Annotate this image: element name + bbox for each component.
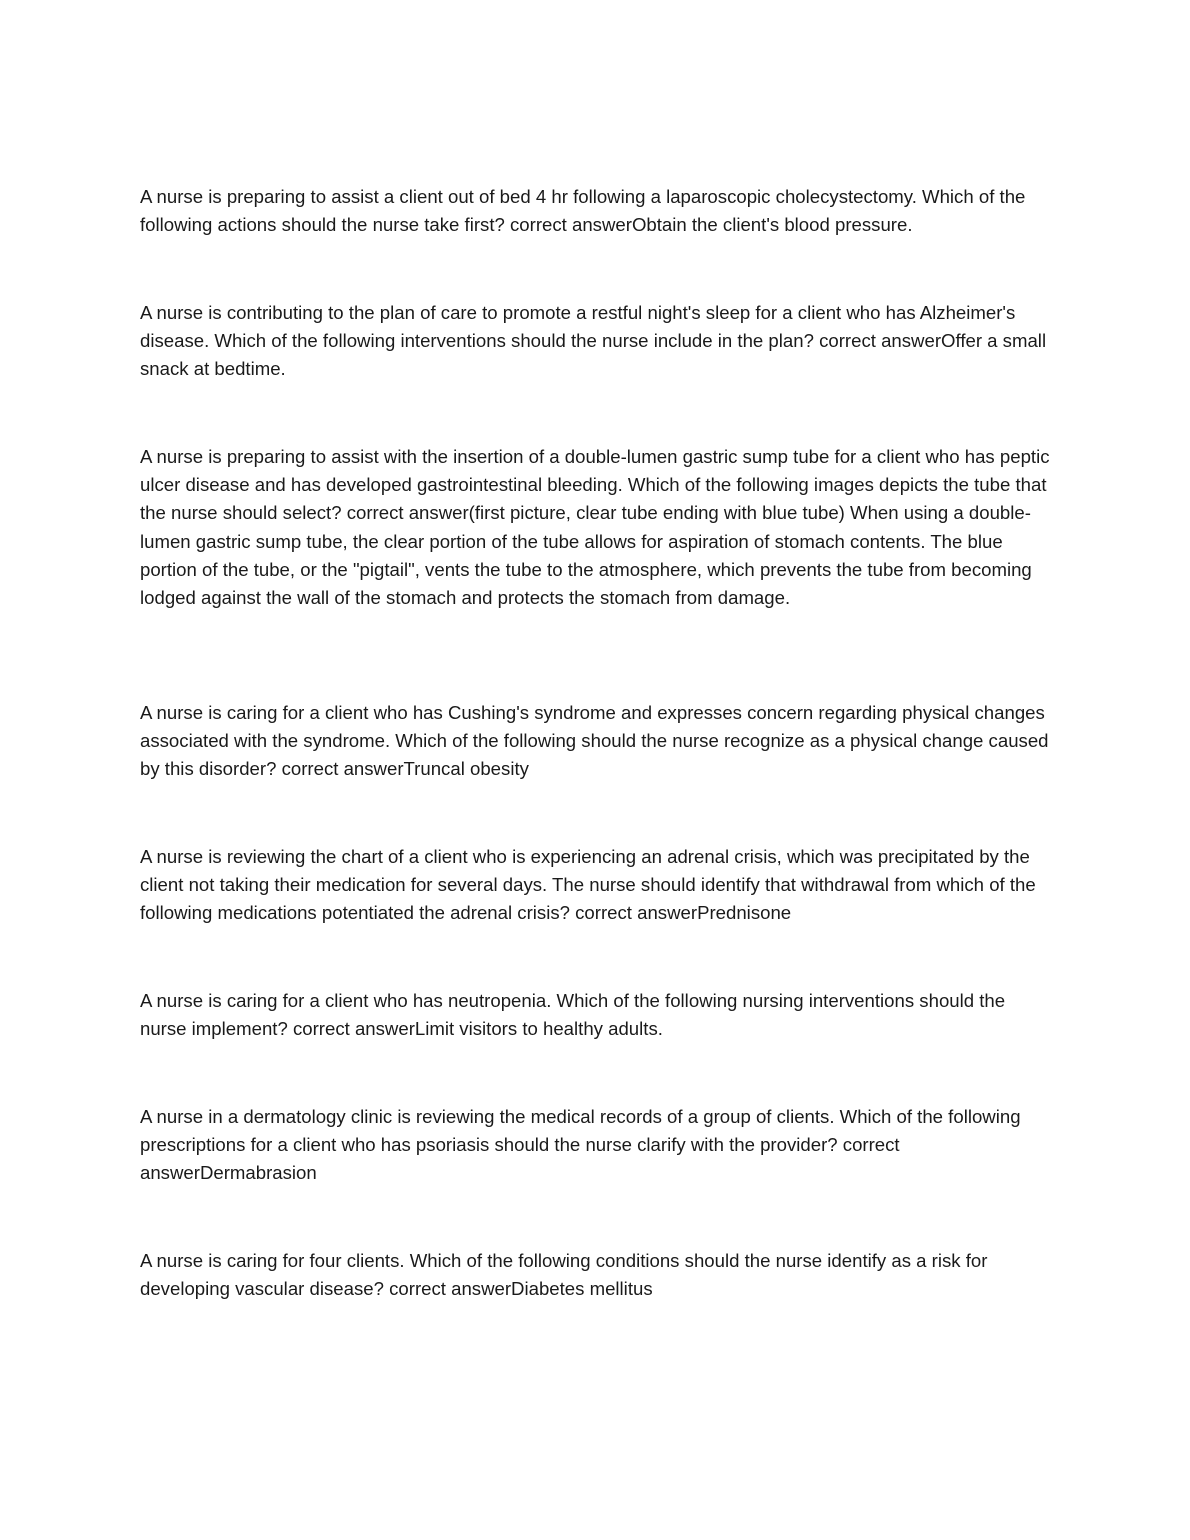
qa-entry-6: A nurse is caring for a client who has neutropenia. Which of the following nursing interventions should the nurse implement? correct answerLimit visitors to healthy adults. (140, 990, 1006, 1040)
qa-entry-3: A nurse is preparing to assist with the insertion of a double-lumen gastric sump tube for a client who has peptic ulcer disease and has developed gastrointestinal bleeding. Which of the following images depicts the tube that the nurse should select? correct answer(first picture, clear tube ending with blue tube) When using a double-lumen gastric sump tube, the clear portion of the tube allows for aspiration of stomach contents. The blue portion of the tube, or the "pigtail", vents the tube to the atmosphere, which prevents the tube from becoming lodged against the wall of the stomach and protects the stomach from damage. (140, 446, 1050, 609)
qa-entry-1: A nurse is preparing to assist a client out of bed 4 hr following a laparoscopic cholecystectomy. Which of the following actions should the nurse take first? correct answerObtain the client's blood pressure. (140, 186, 1026, 236)
qa-entry-2: A nurse is contributing to the plan of care to promote a restful night's sleep for a client who has Alzheimer's disease. Which of the following interventions should the nurse include in the plan? correct answerOffer a small snack at bedtime. (140, 302, 1047, 380)
qa-entry-5: A nurse is reviewing the chart of a client who is experiencing an adrenal crisis, which was precipitated by the client not taking their medication for several days. The nurse should identify that withdrawal from which of the following medications potentiated the adrenal crisis? correct answerPrednisone (140, 846, 1036, 924)
qa-entry-4: A nurse is caring for a client who has Cushing's syndrome and expresses concern regarding physical changes associated with the syndrome. Which of the following should the nurse recognize as a physical change caused by this disorder? correct answerTruncal obesity (140, 702, 1049, 780)
qa-entry-7: A nurse in a dermatology clinic is reviewing the medical records of a group of clients. Which of the following prescriptions for a client who has psoriasis should the nurse clarify with the provider? correct answerDermabrasion (140, 1106, 1021, 1184)
qa-entry-8: A nurse is caring for four clients. Which of the following conditions should the nurse identify as a risk for developing vascular disease? correct answerDiabetes mellitus (140, 1250, 988, 1300)
